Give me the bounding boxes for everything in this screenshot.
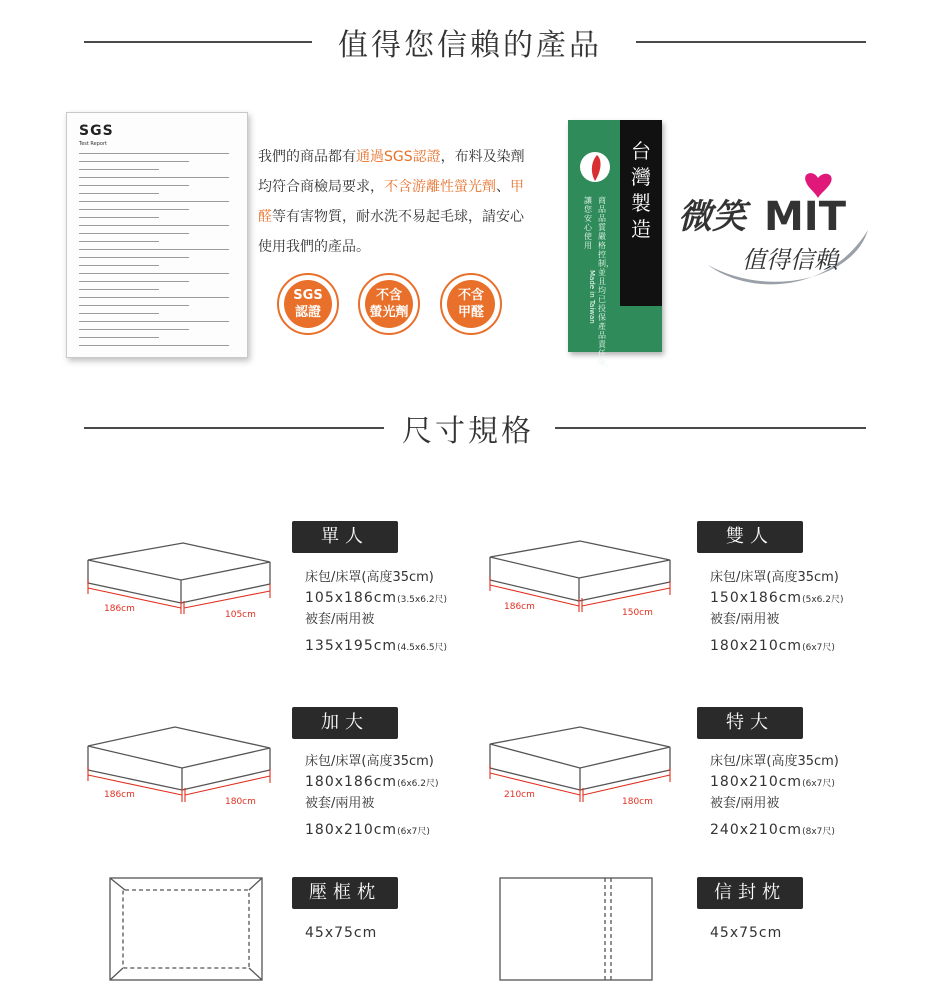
tag-text-line-2: 讓您安心使用 [584,196,592,250]
dim-double-length: 186cm [504,602,535,612]
spec-pillow-envelope [710,923,782,944]
tag-made-in-taiwan: Made in Taiwan [588,270,596,324]
spec-duvet-label: 被套/兩用被 [710,612,780,627]
intro-highlight-sgs: 通過SGS認證 [356,149,441,165]
pillow-envelope-flap [605,878,611,980]
spec-duvet-label: 被套/兩用被 [710,796,780,811]
mit-slogan: 值得信賴 [742,246,838,274]
spec-duvet-label: 被套/兩用被 [305,796,375,811]
dim-queen-length: 186cm [104,790,135,800]
dim-line-queen-length [88,767,182,802]
intro-highlight-formaldehyde: 甲醛 [258,179,524,225]
tag-title: 台灣製造 [631,139,651,241]
dim-king-width: 180cm [622,797,653,807]
bed-king-top [490,727,670,768]
spec-duvet-label: 被套/兩用被 [305,612,375,627]
section-title-trust: 值得您信賴的產品 [338,28,602,63]
mit-brand-text: 微笑 [678,197,746,237]
spec-size-ft: (4.5x6.5尺) [397,643,448,653]
test-report-heading: Test Report [79,141,108,147]
spec-size-ft: (6x6.2尺) [397,779,439,789]
spec-fitted-label: 床包/床罩(高度35cm) [710,570,839,585]
pillow-frame-inner [123,890,249,968]
spec-size-ft: (6x7尺) [802,779,835,789]
intro-text-1: 我們的商品都有 [258,149,356,165]
label-king: 特大 [697,707,803,739]
badge-line: 認證 [294,305,321,320]
spec-size: 180x186cm [305,774,398,790]
spec-queen [305,752,438,842]
badge-line: 甲醛 [457,305,484,320]
dim-king-length: 210cm [504,790,535,800]
spec-size: 180x210cm [710,774,803,790]
spec-single [305,568,447,658]
spec-size: 45x75cm [305,925,378,941]
pillow-envelope-outer [500,878,652,980]
section-title-sizes: 尺寸規格 [402,414,534,449]
spec-fitted-label: 床包/床罩(高度35cm) [710,754,839,769]
spec-pillow-frame [305,923,377,944]
spec-size-ft: (6x7尺) [397,827,430,837]
spec-fitted-label: 床包/床罩(高度35cm) [305,754,434,769]
spec-double [710,568,843,658]
pillow-frame-outer [110,878,262,980]
spec-fitted-label: 床包/床罩(高度35cm) [305,570,434,585]
badge-line: 螢光劑 [369,305,409,320]
spec-size: 135x195cm [305,638,398,654]
intro-text-3: 、 [496,179,510,195]
bed-single-top [88,543,270,580]
bed-queen-top [88,727,270,768]
badge-line: 不含 [375,288,402,303]
spec-size-ft: (6x7尺) [802,643,835,653]
intro-text-2: ，布料及染劑均符合商檢局要求， [258,149,525,195]
mit-letters: MIT [764,194,846,240]
tag-text-line-1: 商品品質嚴格控制，並且均已投保產品責任險， [598,196,614,367]
label-double: 雙人 [697,521,803,553]
spec-king [710,752,839,842]
dim-single-length: 186cm [104,604,135,614]
spec-size: 105x186cm [305,590,398,606]
spec-size: 240x210cm [710,822,803,838]
spec-size-ft: (8x7尺) [802,827,835,837]
label-single: 單人 [292,521,398,553]
label-pillow-envelope: 信封枕 [697,877,803,909]
pillow-frame-corners [110,878,262,980]
badge-line: 不含 [457,288,484,303]
spec-size-ft: (5x6.2尺) [802,595,844,605]
dim-single-width: 105cm [225,610,256,620]
spec-size-ft: (3.5x6.2尺) [397,595,448,605]
label-pillow-frame: 壓框枕 [292,877,398,909]
spec-size: 180x210cm [305,822,398,838]
spec-size: 180x210cm [710,638,803,654]
badge-line: SGS [293,288,323,303]
dim-queen-width: 180cm [225,797,256,807]
label-queen: 加大 [292,707,398,739]
dim-double-width: 150cm [622,608,653,618]
spec-size: 150x186cm [710,590,803,606]
bed-double-top [490,541,670,578]
spec-size: 45x75cm [710,925,783,941]
intro-highlight-fluorescent: 不含游離性螢光劑 [384,179,496,195]
intro-text-4: 等有害物質，耐水洗不易起毛球，請安心使用我們的產品。 [258,209,524,255]
sgs-logo: SGS [79,123,114,139]
